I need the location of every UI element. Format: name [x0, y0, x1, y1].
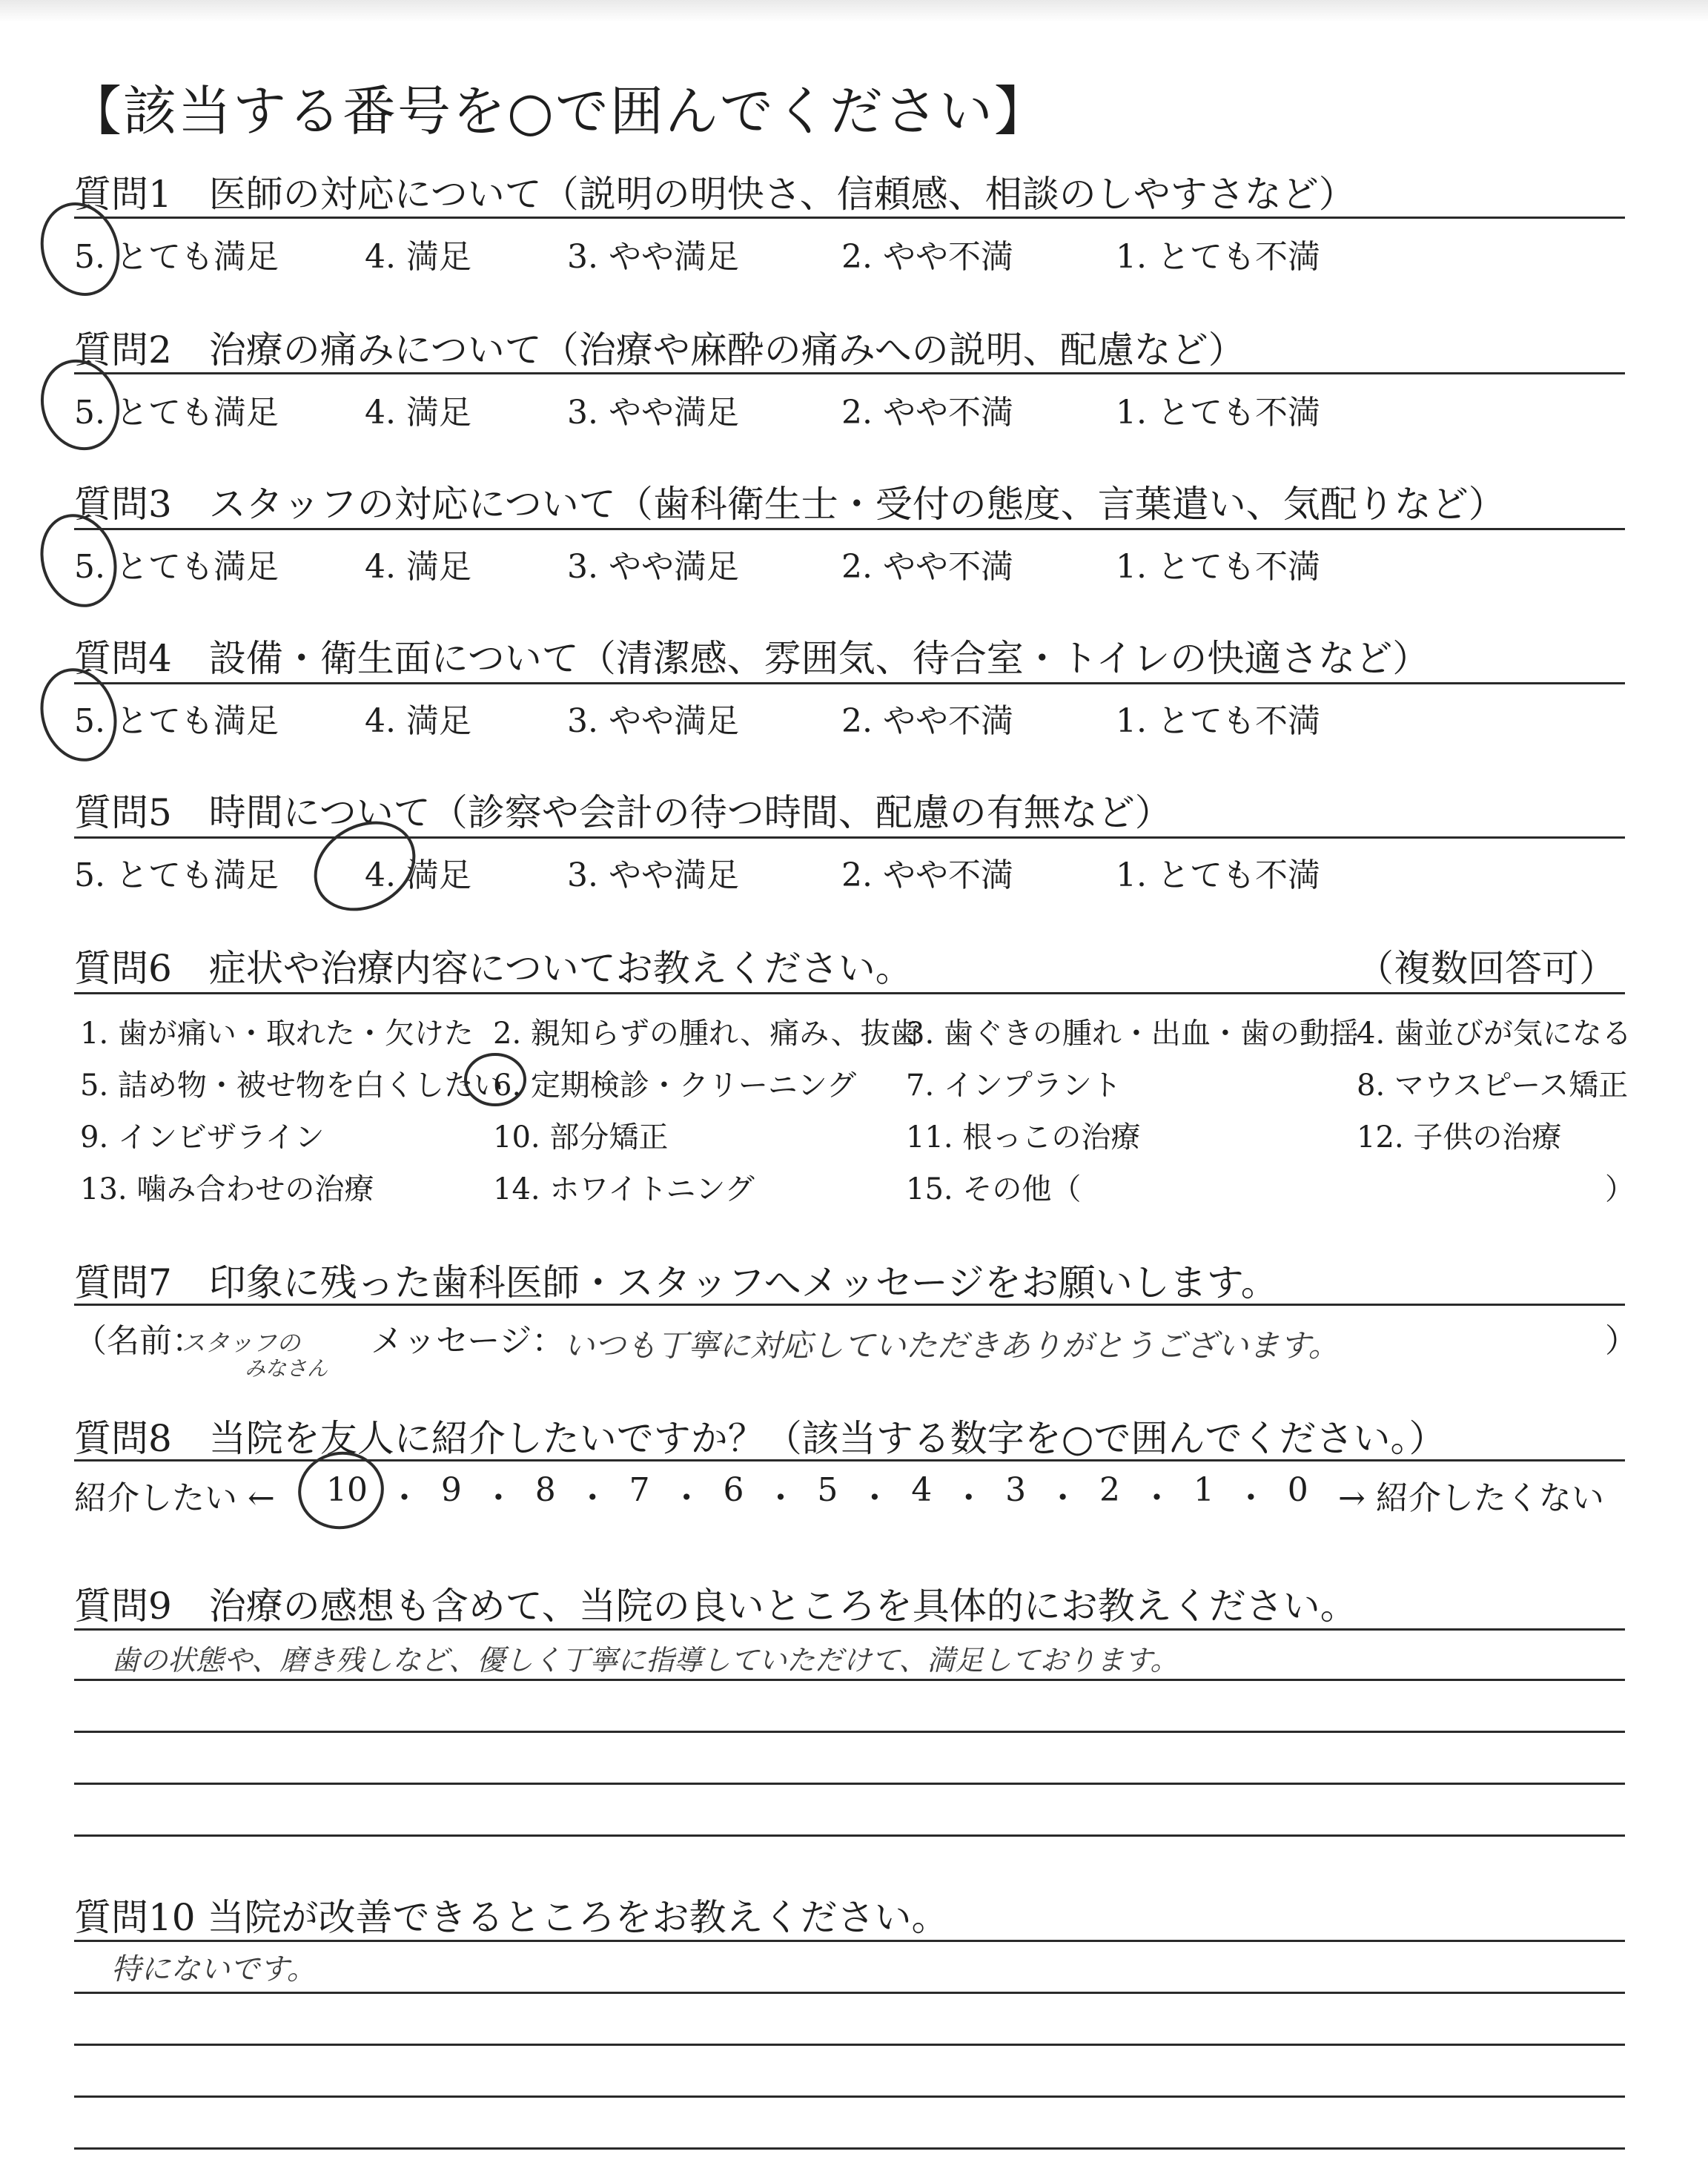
- q6-item-2[interactable]: 2. 親知らずの腫れ、痛み、抜歯: [493, 1017, 920, 1051]
- q8-title: 質問8 当院を友人に紹介したいですか？（該当する数字を○で囲んでください。）: [74, 1417, 1446, 1460]
- q3-option-3[interactable]: 3. やや満足: [567, 548, 739, 586]
- q1-option-1[interactable]: 1. とても不満: [1116, 238, 1320, 276]
- q8-scale-6[interactable]: 6: [723, 1471, 744, 1509]
- q8-scale-separator: ・: [1140, 1479, 1174, 1517]
- q4-option-5[interactable]: 5. とても満足: [74, 702, 279, 740]
- q8-right-label: → 紹介したくない: [1338, 1479, 1604, 1517]
- q9-title: 質問9 治療の感想も含めて、当院の良いところを具体的にお教えください。: [74, 1585, 1357, 1628]
- q8-scale-5[interactable]: 5: [817, 1471, 838, 1509]
- q6-item-5[interactable]: 5. 詰め物・被せ物を白くしたい: [80, 1069, 503, 1103]
- q3-option-5[interactable]: 5. とても満足: [74, 548, 279, 586]
- q6-title: 質問6 症状や治療内容についてお教えください。: [74, 947, 913, 990]
- q8-scale-separator: ・: [388, 1479, 421, 1517]
- q6-item-9[interactable]: 9. インビザライン: [80, 1120, 325, 1155]
- q5-rule: [74, 836, 1625, 839]
- q2-title: 質問2 治療の痛みについて（治療や麻酔の痛みへの説明、配慮など）: [74, 328, 1245, 371]
- q9-rule-2: [74, 1679, 1625, 1681]
- q6-item-10[interactable]: 10. 部分矯正: [493, 1120, 669, 1155]
- q1-option-3[interactable]: 3. やや満足: [567, 238, 739, 276]
- q7-name-label: （名前：: [74, 1322, 205, 1360]
- q8-scale-separator: ・: [576, 1479, 609, 1517]
- q8-scale-separator: ・: [670, 1479, 704, 1517]
- q8-scale-separator: ・: [764, 1479, 797, 1517]
- q7-message-value[interactable]: いつも丁寧に対応していただきありがとうございます。: [563, 1327, 1340, 1364]
- q5-option-2[interactable]: 2. やや不満: [841, 856, 1013, 894]
- q7-close-paren: ）: [1605, 1322, 1638, 1360]
- q8-scale-separator: ・: [1046, 1479, 1079, 1517]
- q4-option-3[interactable]: 3. やや満足: [567, 702, 739, 740]
- q6-item-4[interactable]: 4. 歯並びが気になる: [1357, 1017, 1632, 1051]
- q4-rule: [74, 682, 1625, 684]
- q1-option-2[interactable]: 2. やや不満: [841, 238, 1013, 276]
- q6-note: （複数回答可）: [1357, 947, 1616, 990]
- q6-other-close-paren: ）: [1605, 1172, 1635, 1206]
- q6-item-11[interactable]: 11. 根っこの治療: [906, 1120, 1141, 1155]
- q10-rule-3: [74, 2044, 1625, 2046]
- q8-scale-separator: ・: [482, 1479, 515, 1517]
- q2-option-3[interactable]: 3. やや満足: [567, 394, 739, 432]
- q1-title: 質問1 医師の対応について（説明の明快さ、信頼感、相談のしやすさなど）: [74, 173, 1356, 216]
- q6-rule: [74, 992, 1625, 994]
- q9-rule-3: [74, 1731, 1625, 1733]
- q4-option-2[interactable]: 2. やや不満: [841, 702, 1013, 740]
- q1-option-4[interactable]: 4. 満足: [365, 238, 471, 276]
- q2-option-5[interactable]: 5. とても満足: [74, 394, 279, 432]
- q8-scale-separator: ・: [1234, 1479, 1268, 1517]
- instruction-heading: 【該当する番号を○で囲んでください】: [68, 80, 1049, 142]
- q5-option-5[interactable]: 5. とても満足: [74, 856, 279, 894]
- q8-left-label: 紹介したい ←: [74, 1479, 275, 1517]
- q10-rule-5: [74, 2147, 1625, 2150]
- q4-option-4[interactable]: 4. 満足: [365, 702, 471, 740]
- q4-title: 質問4 設備・衛生面について（清潔感、雰囲気、待合室・トイレの快適さなど）: [74, 637, 1430, 680]
- q7-name-value-line1[interactable]: スタッフの: [182, 1329, 301, 1357]
- q6-item-7[interactable]: 7. インプラント: [906, 1069, 1122, 1103]
- q8-scale-3[interactable]: 3: [1005, 1471, 1027, 1509]
- q8-scale-10[interactable]: 10: [326, 1471, 368, 1509]
- q6-item-12[interactable]: 12. 子供の治療: [1357, 1120, 1562, 1155]
- q5-option-3[interactable]: 3. やや満足: [567, 856, 739, 894]
- q9-rule-4: [74, 1783, 1625, 1785]
- q10-rule-2: [74, 1992, 1625, 1994]
- q5-title: 質問5 時間について（診察や会計の待つ時間、配慮の有無など）: [74, 791, 1172, 834]
- q6-item-13[interactable]: 13. 噛み合わせの治療: [80, 1172, 374, 1206]
- q8-scale-8[interactable]: 8: [534, 1471, 556, 1509]
- q9-rule-5: [74, 1834, 1625, 1837]
- q8-scale-separator: ・: [952, 1479, 985, 1517]
- q10-rule-4: [74, 2095, 1625, 2098]
- q10-rule-1: [74, 1940, 1625, 1942]
- q3-rule: [74, 528, 1625, 530]
- q6-item-6[interactable]: 6. 定期検診・クリーニング: [493, 1069, 857, 1103]
- q3-option-4[interactable]: 4. 満足: [365, 548, 471, 586]
- q3-option-2[interactable]: 2. やや不満: [841, 548, 1013, 586]
- q2-rule: [74, 372, 1625, 374]
- q8-scale-separator: ・: [858, 1479, 891, 1517]
- q7-rule: [74, 1304, 1625, 1306]
- q8-scale-1[interactable]: 1: [1193, 1471, 1214, 1509]
- q6-item-8[interactable]: 8. マウスピース矯正: [1357, 1069, 1629, 1103]
- q2-option-1[interactable]: 1. とても不満: [1116, 394, 1320, 432]
- q8-scale-0[interactable]: 0: [1287, 1471, 1308, 1509]
- q8-scale-4[interactable]: 4: [911, 1471, 933, 1509]
- q6-item-1[interactable]: 1. 歯が痛い・取れた・欠けた: [80, 1017, 474, 1051]
- q7-name-value-line2[interactable]: みなさん: [245, 1356, 328, 1381]
- q10-answer[interactable]: 特にないです。: [111, 1952, 317, 1986]
- q6-item-14[interactable]: 14. ホワイトニング: [493, 1172, 755, 1206]
- q6-item-15[interactable]: 15. その他（: [906, 1172, 1082, 1206]
- q7-title: 質問7 印象に残った歯科医師・スタッフへメッセージをお願いします。: [74, 1261, 1278, 1304]
- q9-rule-1: [74, 1628, 1625, 1631]
- q8-scale-7[interactable]: 7: [629, 1471, 650, 1509]
- q7-message-label: メッセージ：: [371, 1322, 565, 1360]
- q5-option-1[interactable]: 1. とても不満: [1116, 856, 1320, 894]
- q8-scale-9[interactable]: 9: [440, 1471, 462, 1509]
- q8-scale-2[interactable]: 2: [1099, 1471, 1120, 1509]
- q6-item-3[interactable]: 3. 歯ぐきの腫れ・出血・歯の動揺: [906, 1017, 1359, 1051]
- q4-option-1[interactable]: 1. とても不満: [1116, 702, 1320, 740]
- q3-option-1[interactable]: 1. とても不満: [1116, 548, 1320, 586]
- q3-title: 質問3 スタッフの対応について（歯科衛生士・受付の態度、言葉遣い、気配りなど）: [74, 483, 1506, 526]
- q8-scale: [326, 1471, 1308, 1519]
- q9-answer[interactable]: 歯の状態や、磨き残しなど、優しく丁寧に指導していただけて、満足しております。: [111, 1644, 1179, 1677]
- q2-option-2[interactable]: 2. やや不満: [841, 394, 1013, 432]
- q5-option-4[interactable]: 4. 満足: [365, 856, 471, 894]
- q1-option-5[interactable]: 5. とても満足: [74, 238, 279, 276]
- scan-top-edge: [0, 0, 1708, 22]
- q10-title: 質問10 当院が改善できるところをお教えください。: [74, 1896, 949, 1939]
- q1-rule: [74, 217, 1625, 219]
- q2-option-4[interactable]: 4. 満足: [365, 394, 471, 432]
- q8-rule: [74, 1459, 1625, 1462]
